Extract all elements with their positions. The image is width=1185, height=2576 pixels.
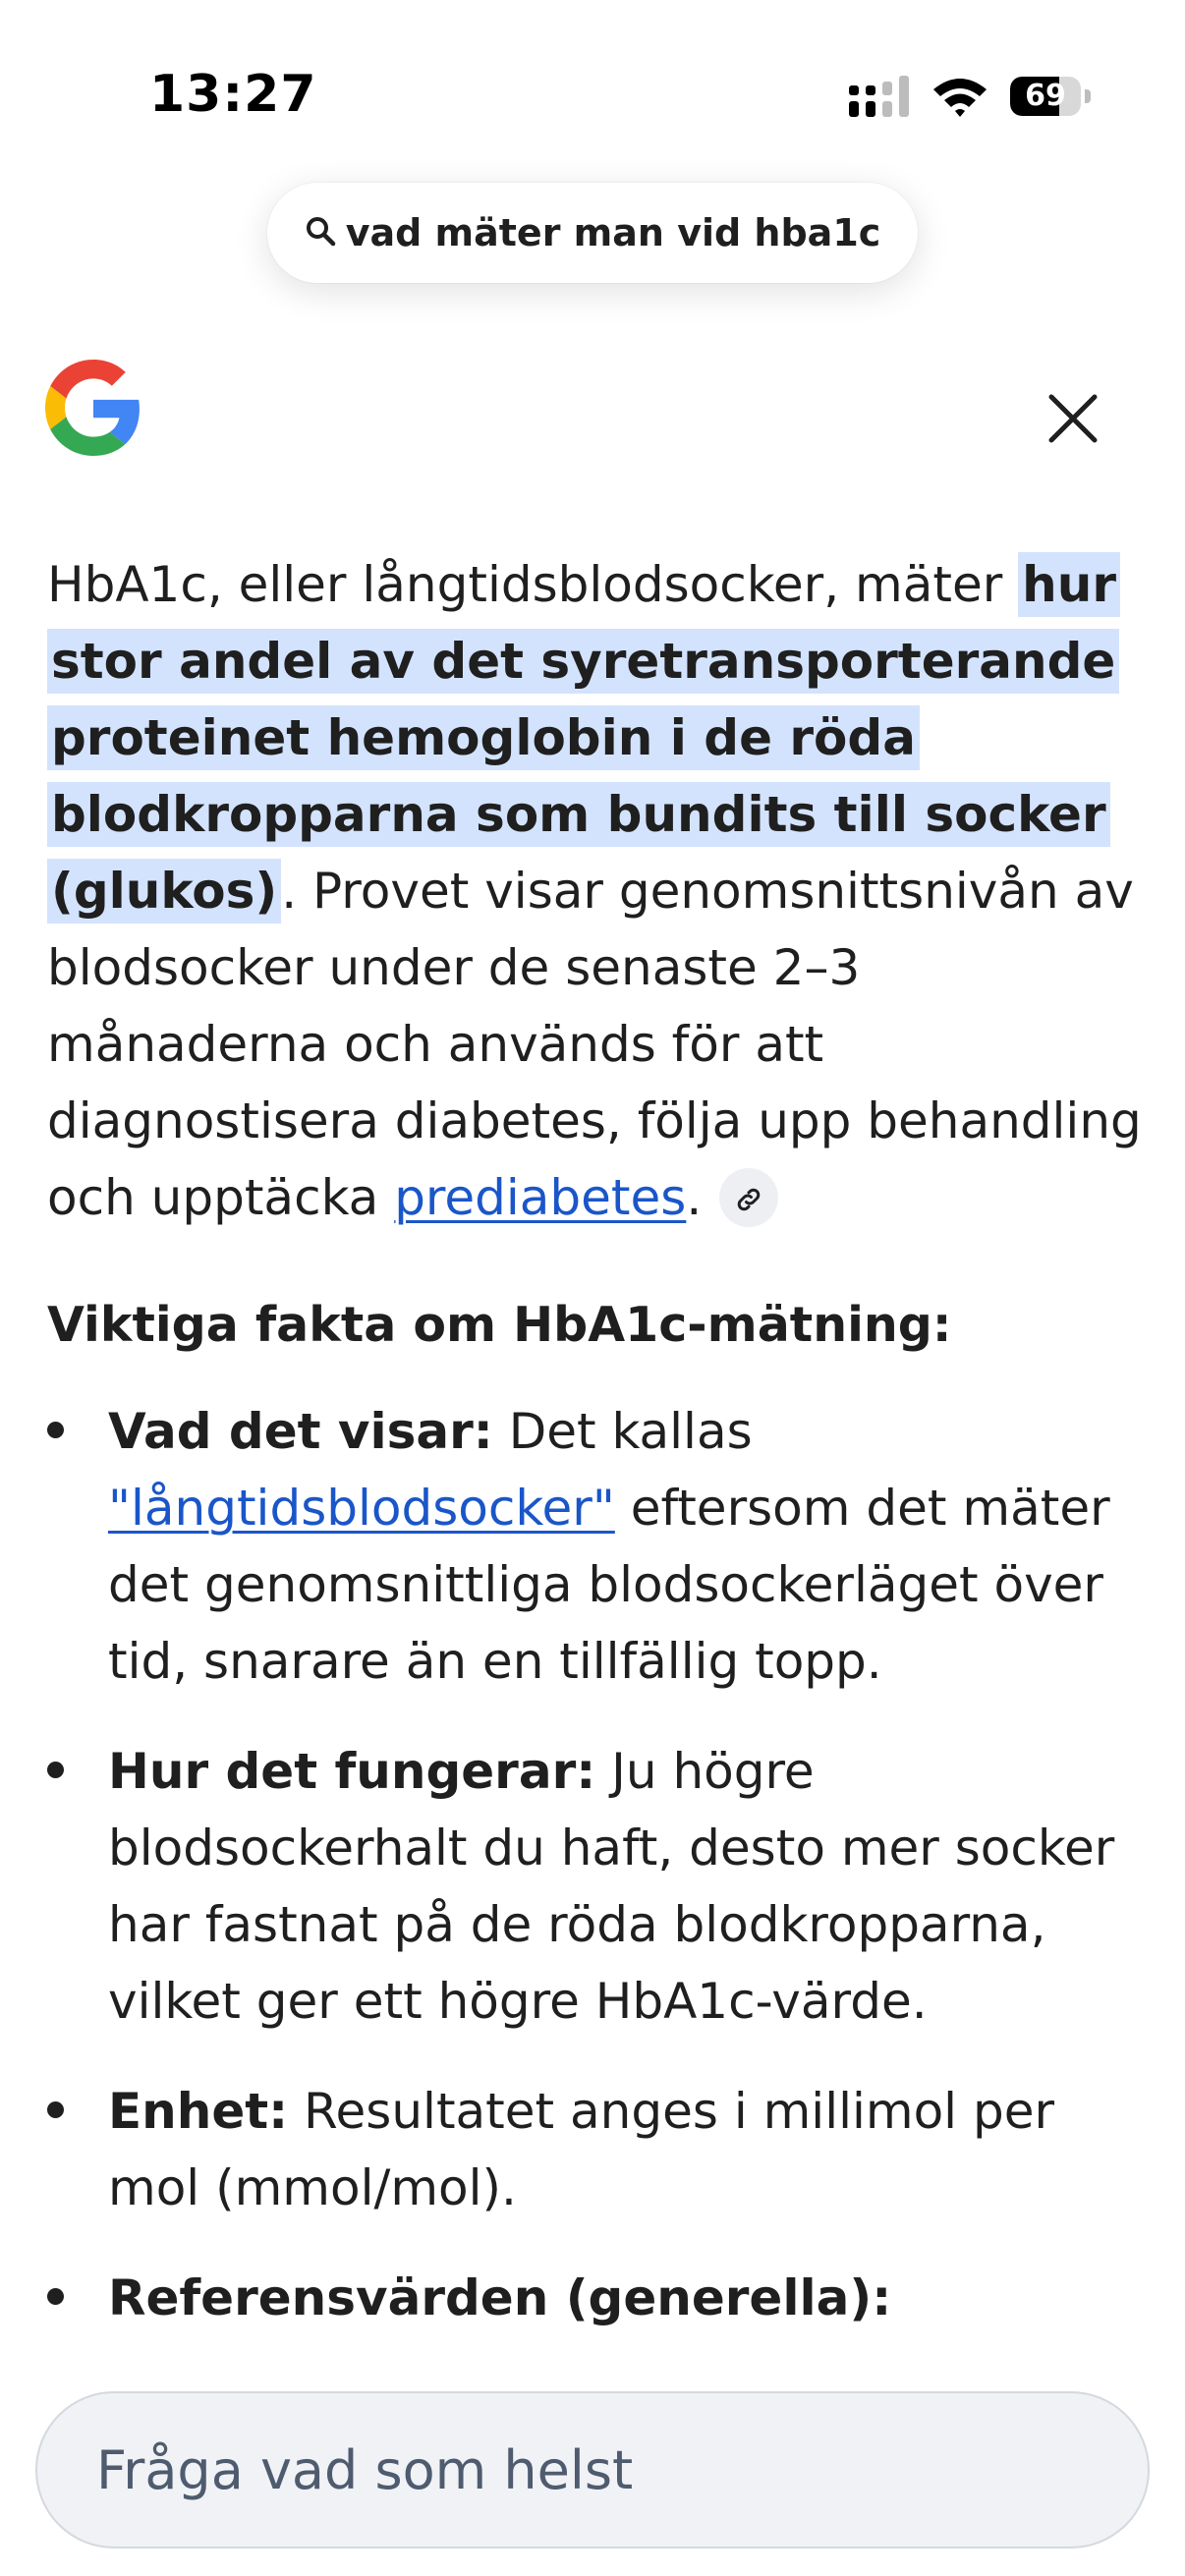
bullet-title: Referensvärden (generella): (108, 2269, 892, 2326)
bullet-title: Hur det fungerar: (108, 1743, 596, 1800)
intro-text-after: . Provet visar genomsnittsnivån av blodsocker under de senaste 2–3 månaderna och används för att diagnostisera diabetes, följa upp behandling och upptäcka (47, 863, 1142, 1226)
list-item (47, 2073, 1148, 2226)
answer-intro (47, 546, 1148, 1236)
cellular-signal-icon (849, 76, 910, 117)
ask-input[interactable] (96, 2393, 1079, 2547)
wifi-icon (931, 76, 988, 117)
bullet-title: Vad det visar: (108, 1403, 493, 1460)
ask-anything-bar[interactable] (35, 2391, 1150, 2548)
list-item (47, 1733, 1148, 2040)
bullet-text: eftersom det mäter det genomsnittliga blodsockerläget över tid, snarare än en tillfällig topp. (108, 1480, 1110, 1690)
source-link-button[interactable] (719, 1168, 778, 1227)
link-icon (734, 1159, 763, 1236)
search-query-chip[interactable] (267, 183, 918, 283)
prediabetes-link[interactable]: prediabetes (394, 1169, 687, 1226)
google-logo (45, 360, 141, 456)
status-icons (849, 71, 1091, 122)
battery-cap (1085, 89, 1091, 103)
facts-list (47, 1393, 1148, 2336)
list-item (47, 1393, 1148, 1700)
langtidsblodsocker-link[interactable]: "långtidsblodsocker" (108, 1480, 615, 1537)
status-bar (0, 0, 1185, 177)
ai-overview-content (47, 546, 1148, 2348)
intro-highlight: hur stor andel av det syretransporterande proteinet hemoglobin i de röda blodkropparna som bundits till socker (glukos) (47, 552, 1120, 924)
close-icon (1047, 393, 1099, 448)
search-query-text: vad mäter man vid hba1c (345, 211, 881, 254)
intro-text-end: . (686, 1169, 703, 1226)
facts-heading: Viktiga fakta om HbA1c-mätning: (47, 1297, 952, 1353)
bullet-dot (47, 2288, 64, 2305)
bullet-text: Ju högre blodsockerhalt du haft, desto mer socker har fastnat på de röda blodkropparna, vilket ger ett högre HbA1c-värde. (108, 1743, 1115, 2030)
bullet-dot (47, 1422, 64, 1438)
battery-icon (1010, 77, 1091, 116)
search-icon (305, 215, 336, 251)
list-item (47, 2260, 1148, 2336)
intro-text-before: HbA1c, eller långtidsblodsocker, mäter (47, 556, 1019, 613)
bullet-dot (47, 1762, 64, 1778)
close-button[interactable] (1028, 375, 1118, 466)
battery-percentage: 69 (1025, 79, 1066, 113)
bullet-dot (47, 2101, 64, 2118)
battery-body (1010, 77, 1081, 116)
bullet-text: Det kallas (492, 1403, 753, 1460)
bullet-text: Resultatet anges i millimol per mol (mmol/mol). (108, 2083, 1055, 2216)
bullet-title: Enhet: (108, 2083, 289, 2140)
status-time: 13:27 (149, 65, 317, 124)
